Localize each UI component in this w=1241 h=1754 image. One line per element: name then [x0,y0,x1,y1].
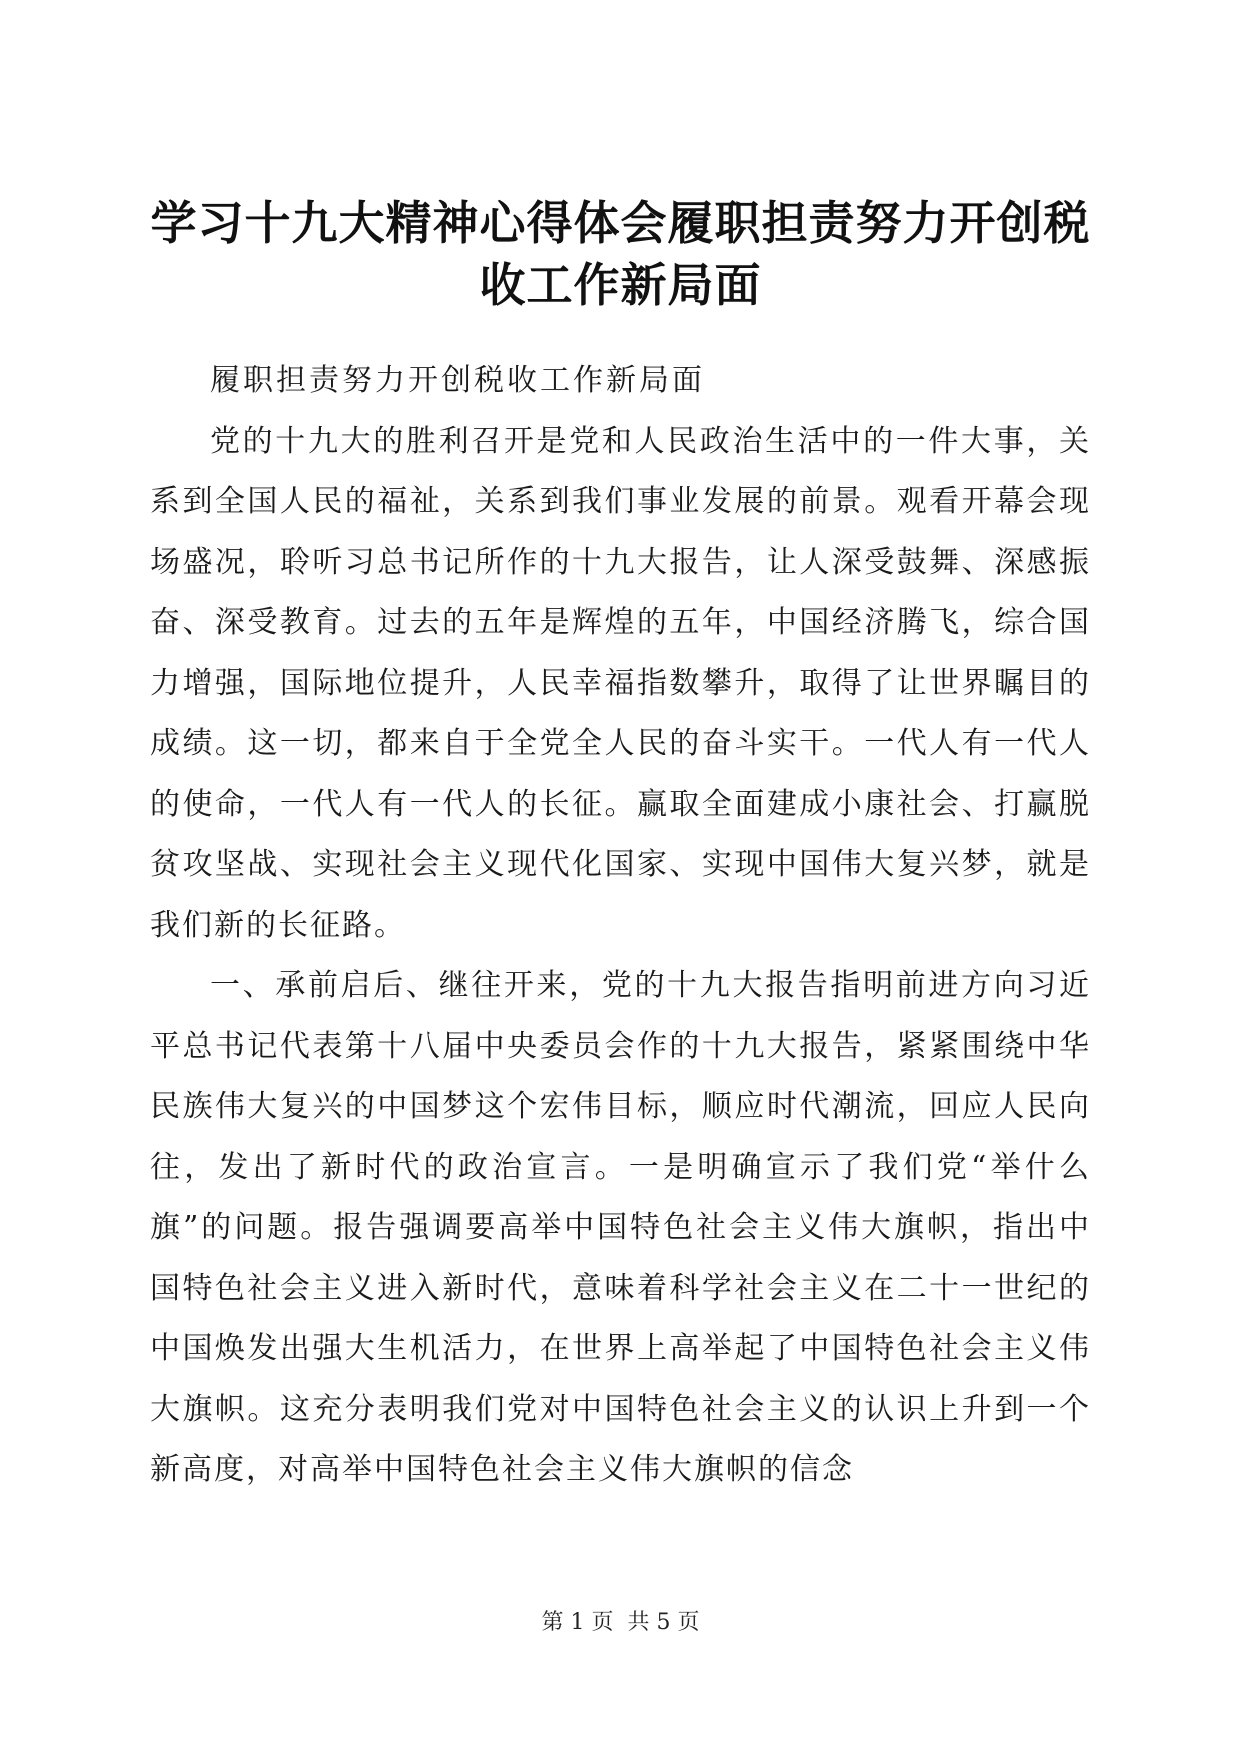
document-subtitle: 履职担责努力开创税收工作新局面 [210,363,705,398]
document-title-line-2: 收工作新局面 [479,258,762,312]
body-paragraph-1: 党的十九大的胜利召开是党和人民政治生活中的一件大事，关系到全国人民的福祉，关系到我们事业发展的前景。观看开幕会现场盛况，聆听习总书记所作的十九大报告，让人深受鼓舞、深感振奋、深受教育。过去的五年是辉煌的五年，中国经济腾飞，综合国力增强，国际地位提升，人民幸福指数攀升，取得了让世界瞩目的成绩。这一切，都来自于全党全人民的奋斗实干。一代人有一代人的使命，一代人有一代人的长征。赢取全面建成小康社会、打赢脱贫攻坚战、实现社会主义现代化国家、实现中国伟大复兴梦，就是我们新的长征路。 [150,423,1091,943]
body-paragraph-2: 一、承前启后、继往开来，党的十九大报告指明前进方向习近平总书记代表第十八届中央委员会作的十九大报告，紧紧围绕中华民族伟大复兴的中国梦这个宏伟目标，顺应时代潮流，回应人民向往，发出了新时代的政治宣言。一是明确宣示了我们党“举什么旗”的问题。报告强调要高举中国特色社会主义伟大旗帜，指出中国特色社会主义进入新时代，意味着科学社会主义在二十一世纪的中国焕发出强大生机活力，在世界上高举起了中国特色社会主义伟大旗帜。这充分表明我们党对中国特色社会主义的认识上升到一个新高度，对高举中国特色社会主义伟大旗帜的信念 [150,968,1091,1487]
document-title-line-1: 学习十九大精神心得体会履职担责努力开创税 [150,196,1091,250]
page-number-footer: 第 1 页 共 5 页 [541,1610,700,1635]
document-title [150,192,1091,316]
document-body [150,351,1091,1501]
